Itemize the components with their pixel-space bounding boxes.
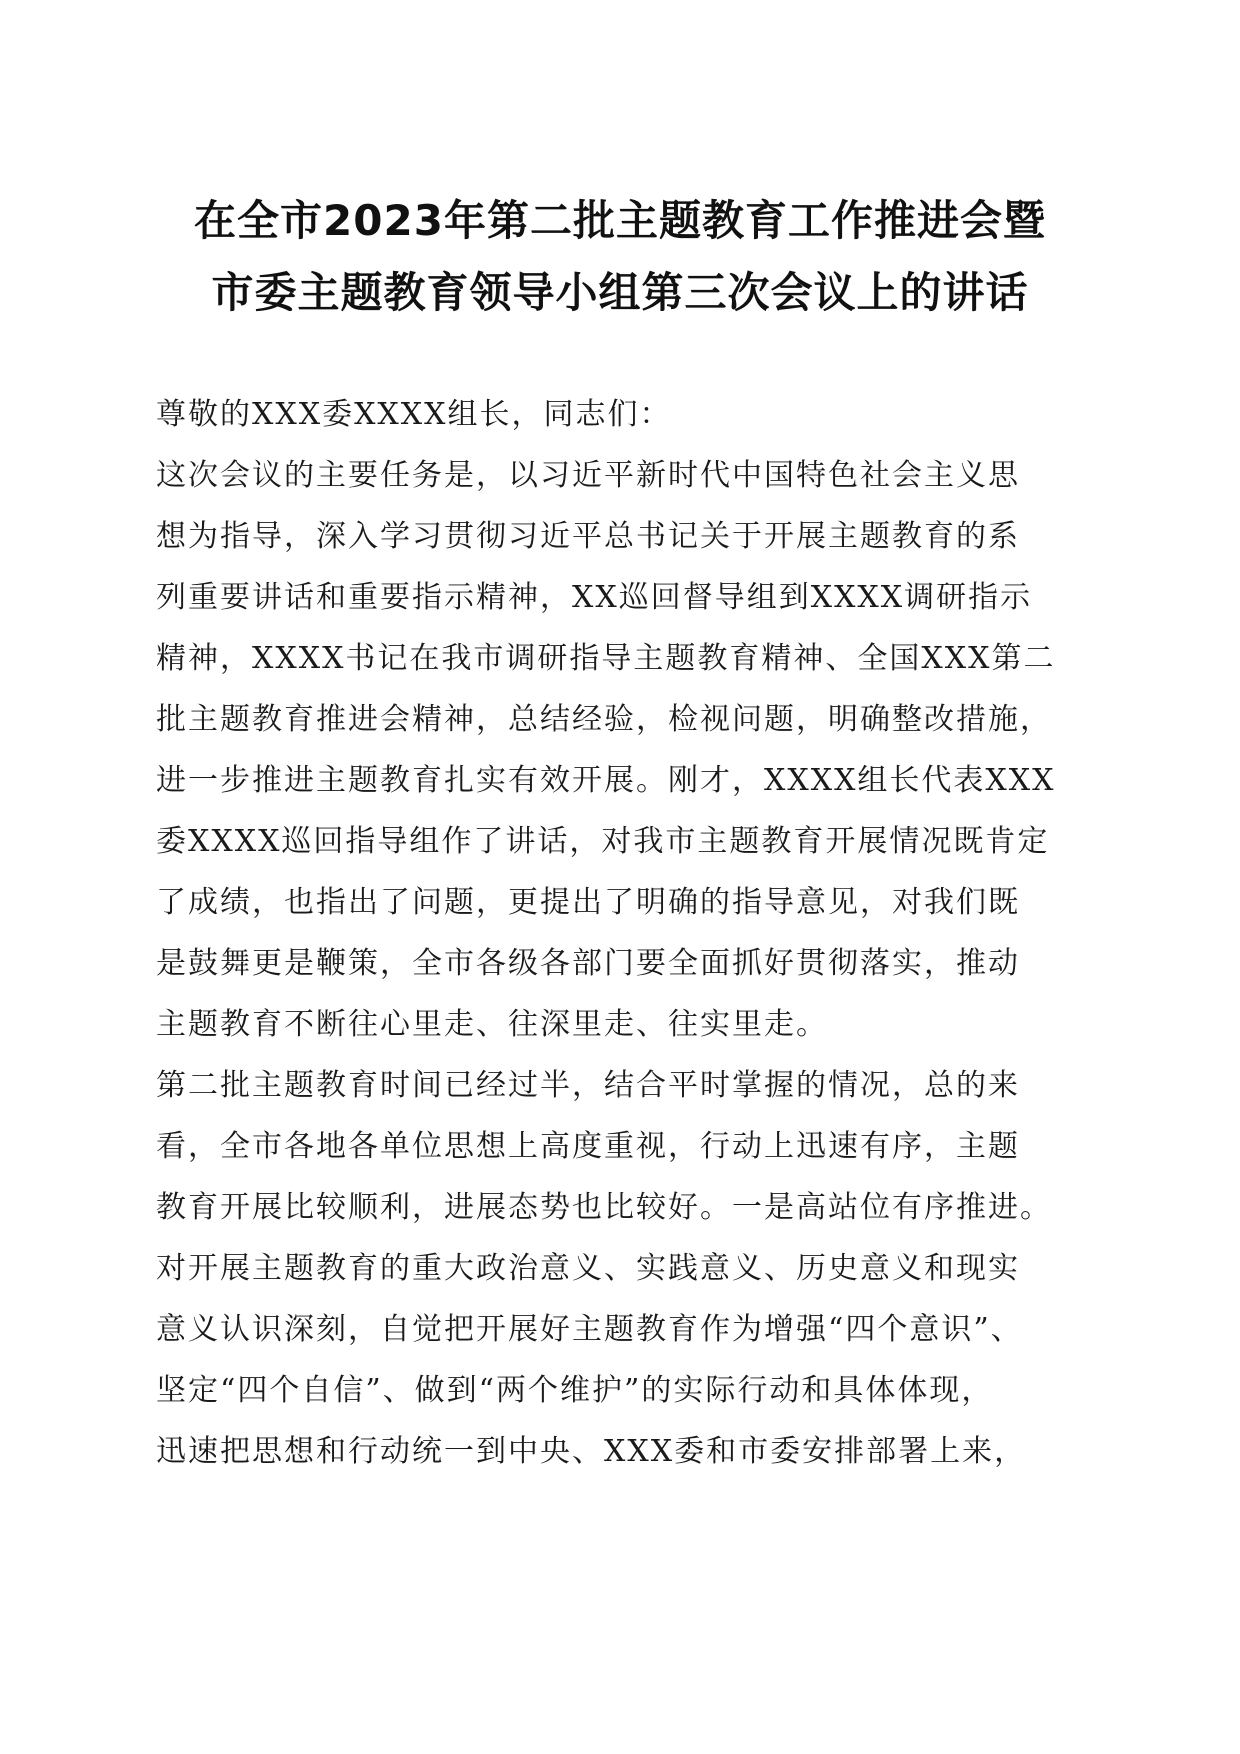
document-body [156,384,1096,1482]
paragraph-line: 看，全市各地各单位思想上高度重视，行动上迅速有序，主题 [156,1129,1020,1164]
title-line-1: 在全市2023年第二批主题教育工作推进会暨 [194,196,1046,245]
salutation: 尊敬的XXX委XXXX组长，同志们： [156,397,672,432]
paragraph-line: 迅速把思想和行动统一到中央、XXX委和市委安排部署上来， [156,1434,1027,1469]
paragraph-1 [156,445,1096,1055]
paragraph-line: 进一步推进主题教育扎实有效开展。刚才，XXXX组长代表XXX [156,763,1056,798]
paragraph-line: 教育开展比较顺利，进展态势也比较好。一是高站位有序推进。 [156,1190,1052,1225]
paragraph-line: 主题教育不断往心里走、往深里走、往实里走。 [156,1007,828,1042]
paragraph-line: 意义认识深刻，自觉把开展好主题教育作为增强“四个意识”、 [156,1312,1023,1347]
paragraph-line: 精神，XXXX书记在我市调研指导主题教育精神、全国XXX第二 [156,641,1056,676]
paragraph-2 [156,1055,1096,1482]
paragraph-line: 坚定“四个自信”、做到“两个维护”的实际行动和具体体现， [156,1373,994,1408]
paragraph-line: 委XXXX巡回指导组作了讲话，对我市主题教育开展情况既肯定 [156,824,1050,859]
paragraph-line: 批主题教育推进会精神，总结经验，检视问题，明确整改措施， [156,702,1052,737]
paragraph-line: 列重要讲话和重要指示精神，XX巡回督导组到XXXX调研指示 [156,580,1033,615]
title-line-2: 市委主题教育领导小组第三次会议上的讲话 [211,268,1029,317]
document-title [150,185,1090,329]
paragraph-line: 想为指导，深入学习贯彻习近平总书记关于开展主题教育的系 [156,519,1020,554]
paragraph-line: 了成绩，也指出了问题，更提出了明确的指导意见，对我们既 [156,885,1020,920]
paragraph-line: 对开展主题教育的重大政治意义、实践意义、历史意义和现实 [156,1251,1020,1286]
paragraph-line: 这次会议的主要任务是，以习近平新时代中国特色社会主义思 [156,458,1020,493]
paragraph-line: 第二批主题教育时间已经过半，结合平时掌握的情况，总的来 [156,1068,1020,1103]
paragraph-line: 是鼓舞更是鞭策，全市各级各部门要全面抓好贯彻落实，推动 [156,946,1020,981]
